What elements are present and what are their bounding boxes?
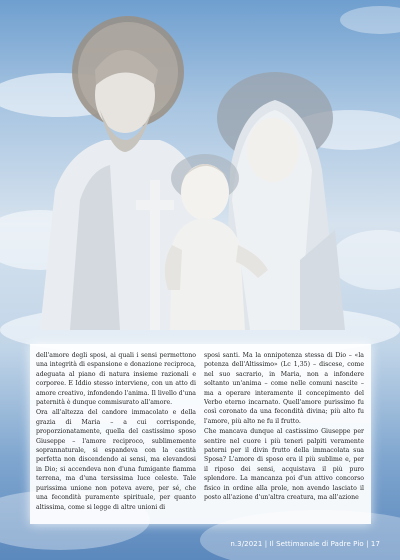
page-number: 17 [370,540,380,548]
paragraph: Che mancava dunque al castissimo Giuseppe per sentire nel cuore i più teneri palpiti veramente paterni per il divin frutto della immacolata sua Sposa? L'amore di sposo era il più sublime e, per il riposo dei sensi, acquistava il più puro splendore. La mancanza poi d'un attivo concorso fisico in ordine alla prole, non avendo lasciato il posto all'azione d'un'altra creatura, ma all'azione [204,428,364,502]
paragraph: sposi santi. Ma la onnipotenza stessa di Dio – «la potenza dell'Altissimo» (Lc 1,35) – discese, come nel suo sacrario, in Maria, non a infondere soltanto un'anima – come nelle comuni nascite – ma a operare interamente il concepimento del Verbo eterno incarnato. Quell'amore purissimo fu così coronato da una fecondità divina; più alto fu l'amore, più alto ne fu il frutto. [204,352,364,425]
issue-number: n.3/2021 [230,540,263,548]
paragraph: Ora all'altezza del candore immacolato e della grazia di Maria – a cui corrisponde, proporzionatamente, quella del castissimo sposo Giuseppe – l'amore reciproco, sublimemente soprannaturale, si espandeva con la castità perfetta non discendendo ai sensi, ma elevandosi in Dio; si accendeva non d'una fumigante fiamma terrena, ma d'una tersissima luce celeste. Tale purissima unione non poteva avere, per sé, che una fecondità puramente spirituale, per quanto altissima, come si legge di altre unioni di [36,409,196,511]
article-column-left [36,351,196,523]
article-column-right [204,351,364,523]
footer-separator: | [264,540,268,548]
paragraph: dell'amore degli sposi, ai quali i sensi permettono una integrità di espansione e donazione reciproca, adeguata al piano di natura insieme razionali e corporee. E Iddio stesso interviene, con un atto di amore creativo, infondendo l'anima. Il livello d'una paternità è dunque commisurato all'amore. [36,352,196,407]
page-footer [230,540,380,548]
publication-name: Il Settimanale di Padre Pio [269,540,364,548]
footer-separator: | [366,540,369,548]
